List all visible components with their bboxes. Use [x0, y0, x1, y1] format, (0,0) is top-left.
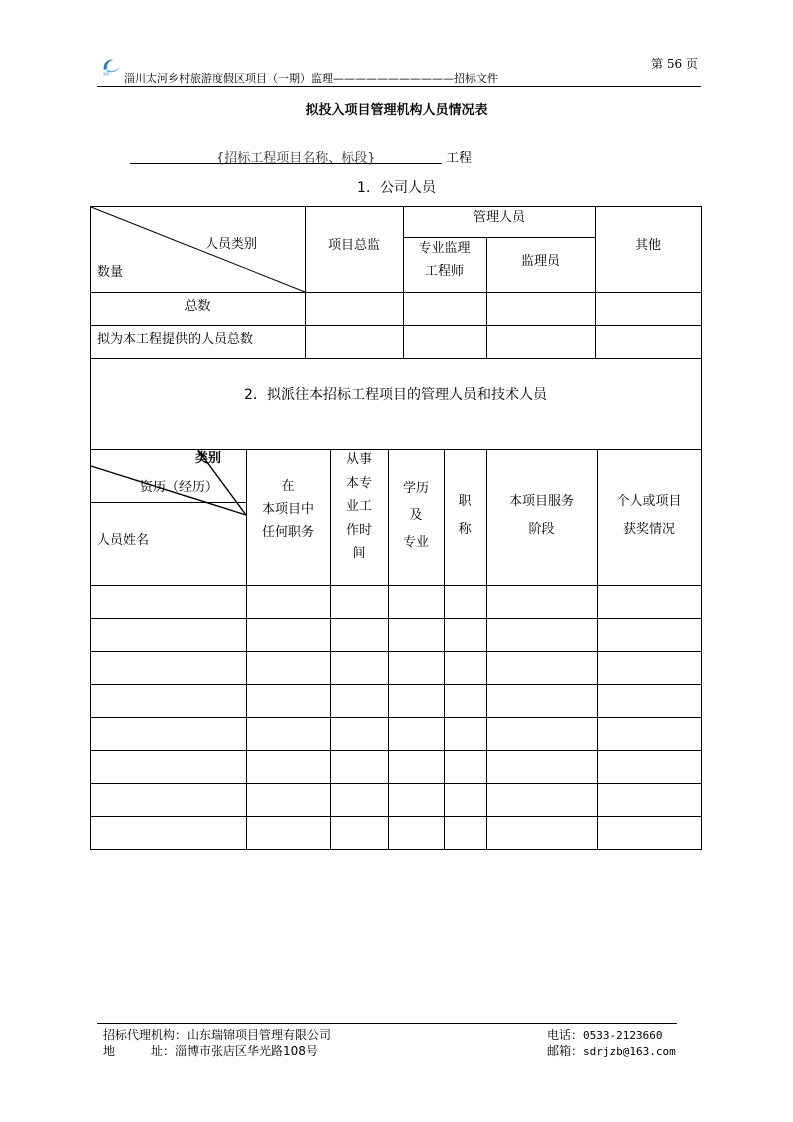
- stage-line1: 本项目服务: [508, 494, 574, 509]
- years-line5: 间: [352, 546, 366, 561]
- document-title: 拟投入项目管理机构人员情况表: [305, 103, 488, 118]
- years-line1: 从事: [345, 452, 372, 467]
- stage-line2: 阶段: [528, 522, 555, 537]
- title-line2: 称: [458, 522, 472, 537]
- title-line1: 职: [458, 494, 472, 509]
- col-header-title: [444, 488, 486, 544]
- svg-text:瑞锦: 瑞锦: [103, 72, 110, 76]
- agency-value: 山东瑞锦项目管理有限公司: [187, 1028, 332, 1042]
- col-header-engineer: [403, 237, 486, 283]
- awards-line2: 获奖情况: [622, 522, 675, 537]
- footer-address: [103, 1042, 318, 1059]
- years-line2: 本专: [345, 475, 372, 491]
- col-header-education: [388, 475, 444, 556]
- years-line3: 业工: [345, 499, 372, 514]
- project-suffix: 工程: [446, 151, 473, 166]
- address-value: 淄博市张店区华光路108号: [175, 1044, 318, 1058]
- position-line3: 任何职务: [261, 525, 314, 540]
- corner-header-type: 类别: [195, 451, 222, 466]
- education-line2: 及: [409, 508, 423, 523]
- col-header-position: [246, 475, 330, 544]
- header-document-title: 淄川太河乡村旅游度假区项目（一期）监理———————————招标文件: [124, 72, 498, 85]
- page-number: 第 56 页: [651, 57, 698, 71]
- section1-title: 1．公司人员: [357, 180, 436, 196]
- position-line2: 本项目中: [261, 502, 314, 517]
- email-value: sdrjzb@163.com: [583, 1045, 676, 1058]
- row-label-total: 总数: [184, 299, 211, 314]
- education-line3: 专业: [402, 535, 429, 550]
- footer-divider: [97, 1023, 677, 1024]
- col-header-other: 其他: [634, 238, 661, 253]
- col-header-awards: [597, 488, 701, 544]
- awards-line1: 个人或项目: [616, 494, 682, 509]
- row-label-provided: 拟为本工程提供的人员总数: [97, 332, 254, 347]
- col-header-director: 项目总监: [327, 238, 380, 253]
- footer-phone: [547, 1026, 663, 1043]
- col-header-supervisor: 监理员: [520, 254, 560, 269]
- footer-email: [547, 1042, 676, 1059]
- phone-value: 0533-2123660: [583, 1029, 663, 1042]
- col-header-stage: [486, 488, 597, 544]
- col-header-years: [330, 448, 388, 566]
- corner-header-qualification: 资历（经历）: [140, 480, 219, 495]
- corner-header-category: 人员类别: [205, 237, 258, 252]
- col-header-management: 管理人员: [472, 210, 525, 225]
- engineer-line1: 专业监理: [418, 241, 471, 256]
- email-label: 邮箱：: [547, 1044, 584, 1058]
- corner-header-quantity: 数量: [97, 265, 124, 280]
- project-name-placeholder: {招标工程项目名称、标段}: [216, 151, 376, 166]
- position-line1: 在: [281, 479, 295, 494]
- footer-agency: [103, 1026, 331, 1043]
- address-label: 地 址：: [103, 1044, 176, 1058]
- corner-header-name: 人员姓名: [97, 533, 150, 548]
- years-line4: 作时: [345, 522, 372, 538]
- phone-label: 电话：: [547, 1028, 584, 1042]
- section2-title: 2．拟派往本招标工程项目的管理人员和技术人员: [244, 387, 547, 403]
- engineer-line2: 工程师: [424, 264, 464, 279]
- agency-label: 招标代理机构：: [103, 1028, 188, 1042]
- education-line1: 学历: [402, 481, 429, 496]
